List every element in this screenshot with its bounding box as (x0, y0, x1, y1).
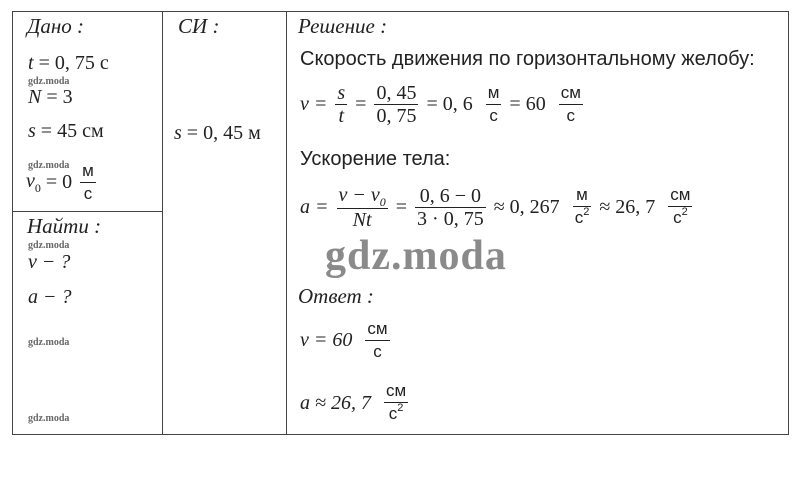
speed-text: Скорость движения по горизонтальному желобу: (300, 48, 755, 70)
accel-frac-values-den: 3 · 0, 75 (417, 208, 484, 230)
speed-frac-st-den: t (338, 105, 345, 127)
watermark-small-1: gdz.moda (28, 76, 70, 87)
header-find-colon: : (94, 214, 102, 238)
answer-a-unit-den-sup: 2 (397, 402, 404, 414)
given-v0-eq: = 0 (45, 171, 73, 193)
si-s-unit: м (248, 122, 261, 144)
column-divider-given-si (162, 12, 163, 434)
accel-unit-ms2 (573, 184, 592, 231)
watermark-small-2: gdz.moda (28, 160, 70, 171)
speed-frac-values-num: 0, 45 (376, 82, 417, 104)
header-given-colon: : (77, 14, 85, 38)
column-divider-si-solution (286, 12, 287, 434)
speed-frac-values-den: 0, 75 (376, 105, 417, 127)
watermark-small-3: gdz.moda (28, 240, 70, 251)
given-v0-unit-den: с (83, 184, 93, 203)
answer-v-unit-num: см (365, 318, 389, 341)
header-solution-colon: : (380, 14, 388, 38)
given-v0-var: v (26, 170, 35, 193)
accel-unit-ms2-den (573, 207, 592, 231)
accel-unit-cms2-den-base: с (673, 208, 682, 227)
given-s-eq: = 45 (40, 120, 78, 142)
watermark-small-5: gdz.moda (28, 413, 70, 424)
header-si-colon: : (212, 14, 220, 38)
accel-frac-values (415, 185, 486, 230)
accel-frac-symbolic (337, 184, 388, 231)
accel-frac-values-num: 0, 6 − 0 (415, 185, 486, 208)
given-t-unit: с (99, 52, 109, 74)
accel-num-text: v − v (338, 184, 380, 206)
answer-a-unit (384, 380, 408, 427)
speed-unit-cms (559, 82, 583, 127)
accel-unit-ms2-num: м (573, 184, 592, 207)
find-v: v − ? (28, 251, 71, 273)
header-answer-colon: : (366, 284, 374, 308)
answer-a (300, 380, 411, 427)
accel-unit-cms2-den-sup: 2 (681, 206, 688, 218)
speed-eq1: = (355, 93, 367, 115)
accel-num-sub: 0 (379, 195, 386, 209)
speed-unit-cms-num: см (559, 82, 583, 105)
accel-formula (300, 184, 695, 231)
given-v0 (26, 160, 99, 205)
speed-eq3: = 60 (509, 93, 546, 115)
answer-a-unit-num: см (384, 380, 408, 403)
answer-v (300, 318, 393, 363)
given-v0-sub: 0 (34, 181, 41, 196)
answer-a-lhs: a ≈ 26, 7 (300, 392, 371, 414)
accel-frac-symbolic-den: Nt (352, 209, 372, 231)
speed-unit-ms-den: с (489, 106, 498, 125)
answer-v-unit-den: с (373, 342, 382, 361)
header-si-label: СИ (178, 14, 208, 38)
accel-eq3: ≈ 26, 7 (599, 196, 656, 218)
speed-lhs: v = (300, 93, 328, 115)
given-n (28, 86, 73, 109)
si-s-var: s (174, 122, 182, 144)
header-solution (298, 14, 387, 39)
accel-frac-symbolic-num (337, 184, 388, 209)
answer-v-lhs: v = 60 (300, 329, 353, 351)
speed-eq2: = 0, 6 (426, 93, 473, 115)
header-answer-label: Ответ (298, 284, 362, 308)
speed-frac-st (335, 82, 347, 127)
answer-a-unit-den (384, 403, 408, 427)
answer-v-unit (365, 318, 389, 363)
header-answer (298, 284, 374, 309)
speed-formula (300, 82, 586, 127)
answer-a-unit-den-base: с (388, 404, 398, 423)
accel-eq2: ≈ 0, 267 (493, 196, 560, 218)
header-si (178, 14, 219, 39)
given-t-eq: = 0, 75 (38, 52, 95, 74)
accel-text: Ускорение тела: (300, 148, 451, 170)
header-find (27, 214, 101, 239)
given-v0-unit-num: м (80, 160, 96, 183)
header-given-label: Дано (27, 14, 72, 38)
given-t-var: t (28, 52, 34, 74)
header-find-label: Найти (27, 214, 89, 238)
accel-unit-ms2-den-sup: 2 (583, 206, 590, 218)
accel-unit-cms2-den (668, 207, 692, 231)
given-s-var: s (28, 120, 36, 142)
speed-frac-st-num: s (337, 82, 346, 104)
si-s-eq: = 0, 45 (186, 122, 244, 144)
watermark-big: gdz.moda (325, 233, 507, 279)
header-solution-label: Решение (298, 14, 375, 38)
accel-lhs: a = (300, 196, 329, 218)
watermark-small-4: gdz.moda (28, 337, 70, 348)
row-divider-given-find (13, 211, 162, 212)
accel-unit-ms2-den-base: с (574, 208, 584, 227)
given-s (28, 120, 104, 143)
given-n-eq: = 3 (46, 86, 73, 108)
accel-unit-cms2 (668, 184, 692, 231)
header-given (27, 14, 84, 39)
accel-eq1: = (395, 196, 408, 218)
given-v0-unit (80, 160, 96, 205)
given-n-var: N (28, 86, 42, 108)
si-s (174, 122, 261, 145)
speed-unit-ms (486, 82, 502, 127)
speed-unit-cms-den: с (566, 106, 576, 125)
speed-unit-ms-num: м (486, 82, 502, 105)
accel-unit-cms2-num: см (668, 184, 692, 207)
speed-frac-values (374, 82, 418, 127)
given-t (28, 52, 109, 75)
find-a: a − ? (28, 286, 72, 308)
given-s-unit: см (82, 120, 104, 142)
